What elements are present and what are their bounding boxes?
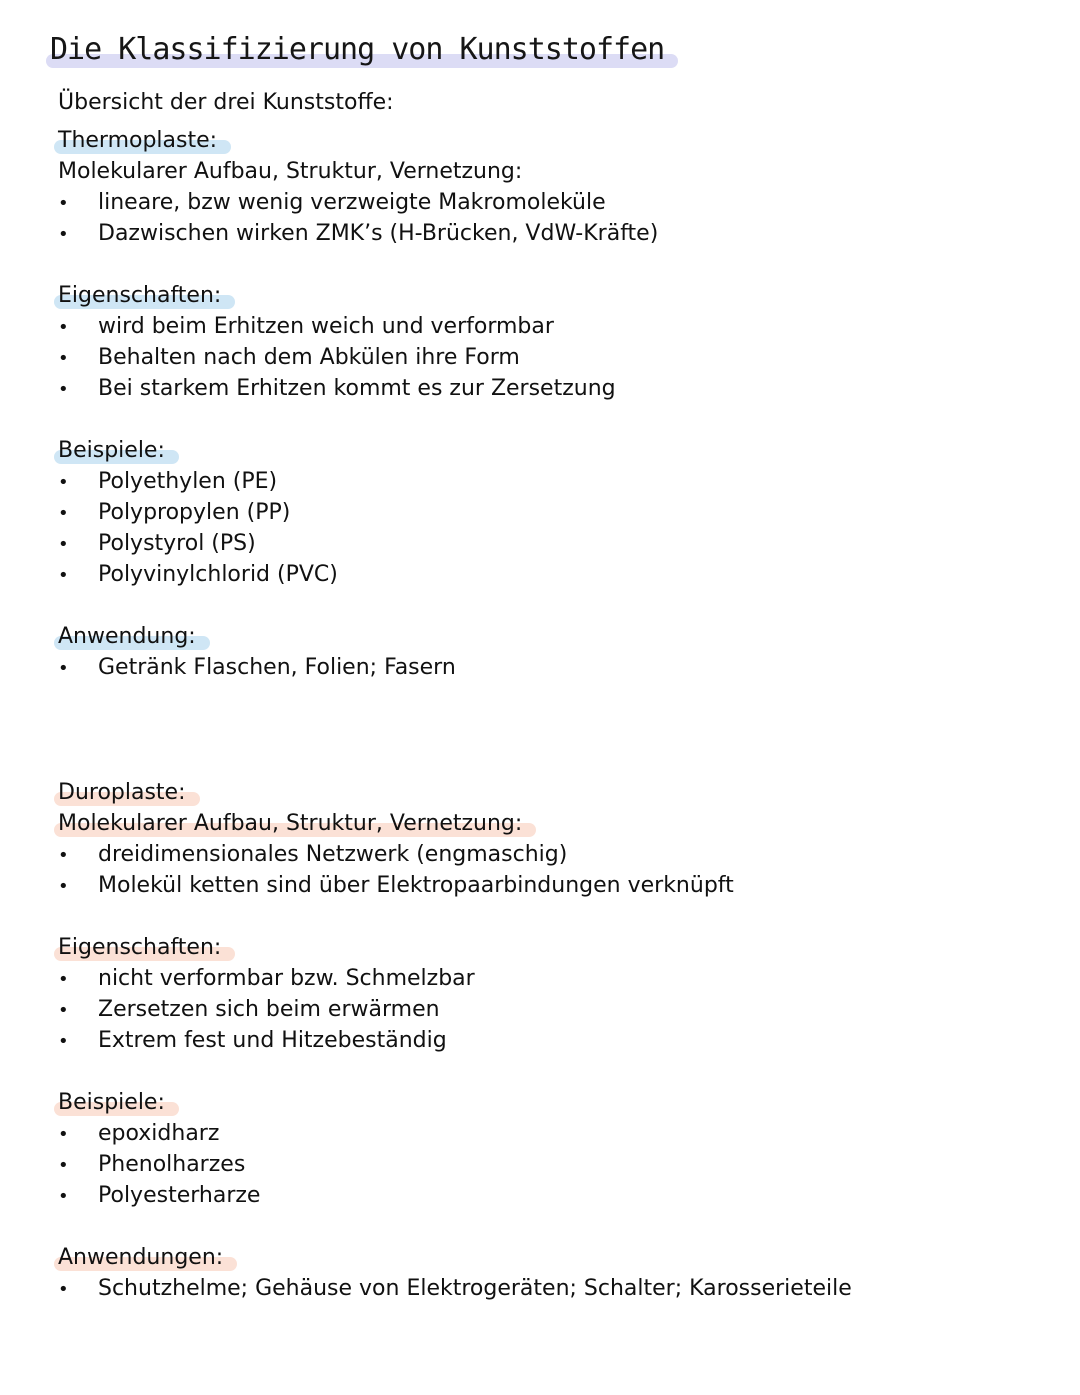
list-item: • Behalten nach dem Abkülen ihre Form — [58, 345, 520, 370]
page-title-text: Die Klassifizierung von Kunststoffen — [50, 30, 672, 70]
list-item: • Getränk Flaschen, Folien; Fasern — [58, 655, 456, 680]
list-item: • lineare, bzw wenig verzweigte Makromoleküle — [58, 190, 606, 215]
list-item: • Dazwischen wirken ZMK’s (H-Brücken, VdW-Kräfte) — [58, 221, 659, 246]
thermo-usage-label: Anwendung: — [58, 622, 204, 652]
list-item: • Bei starkem Erhitzen kommt es zur Zersetzung — [58, 376, 616, 401]
thermo-properties-label: Eigenschaften: — [58, 281, 229, 311]
list-item: • nicht verformbar bzw. Schmelzbar — [58, 966, 475, 991]
list-item: • Molekül ketten sind über Elektropaarbindungen verknüpft — [58, 873, 734, 898]
list-item: • wird beim Erhitzen weich und verformbar — [58, 314, 554, 339]
list-item: • Polyesterharze — [58, 1183, 261, 1208]
thermo-heading: Thermoplaste: — [58, 126, 225, 156]
duro-examples-label: Beispiele: — [58, 1088, 173, 1118]
thermo-examples-label: Beispiele: — [58, 436, 173, 466]
list-item: • Extrem fest und Hitzebeständig — [58, 1028, 447, 1053]
list-item: • epoxidharz — [58, 1121, 220, 1146]
list-item: • Polyvinylchlorid (PVC) — [58, 562, 338, 587]
list-item: • Polystyrol (PS) — [58, 531, 256, 556]
page-title — [50, 30, 672, 70]
thermo-structure-label: Molekularer Aufbau, Struktur, Vernetzung: — [58, 159, 523, 184]
list-item: • Zersetzen sich beim erwärmen — [58, 997, 440, 1022]
duro-usage-label: Anwendungen: — [58, 1243, 231, 1273]
intro-text: Übersicht der drei Kunststoffe: — [58, 90, 394, 115]
duro-heading: Duroplaste: — [58, 778, 194, 808]
list-item: • Phenolharzes — [58, 1152, 246, 1177]
duro-properties-label: Eigenschaften: — [58, 933, 229, 963]
list-item: • Polyethylen (PE) — [58, 469, 278, 494]
duro-structure-label: Molekularer Aufbau, Struktur, Vernetzung: — [58, 809, 530, 839]
list-item: • Schutzhelme; Gehäuse von Elektrogeräten; Schalter; Karosserieteile — [58, 1276, 852, 1301]
list-item: • dreidimensionales Netzwerk (engmaschig) — [58, 842, 568, 867]
list-item: • Polypropylen (PP) — [58, 500, 291, 525]
